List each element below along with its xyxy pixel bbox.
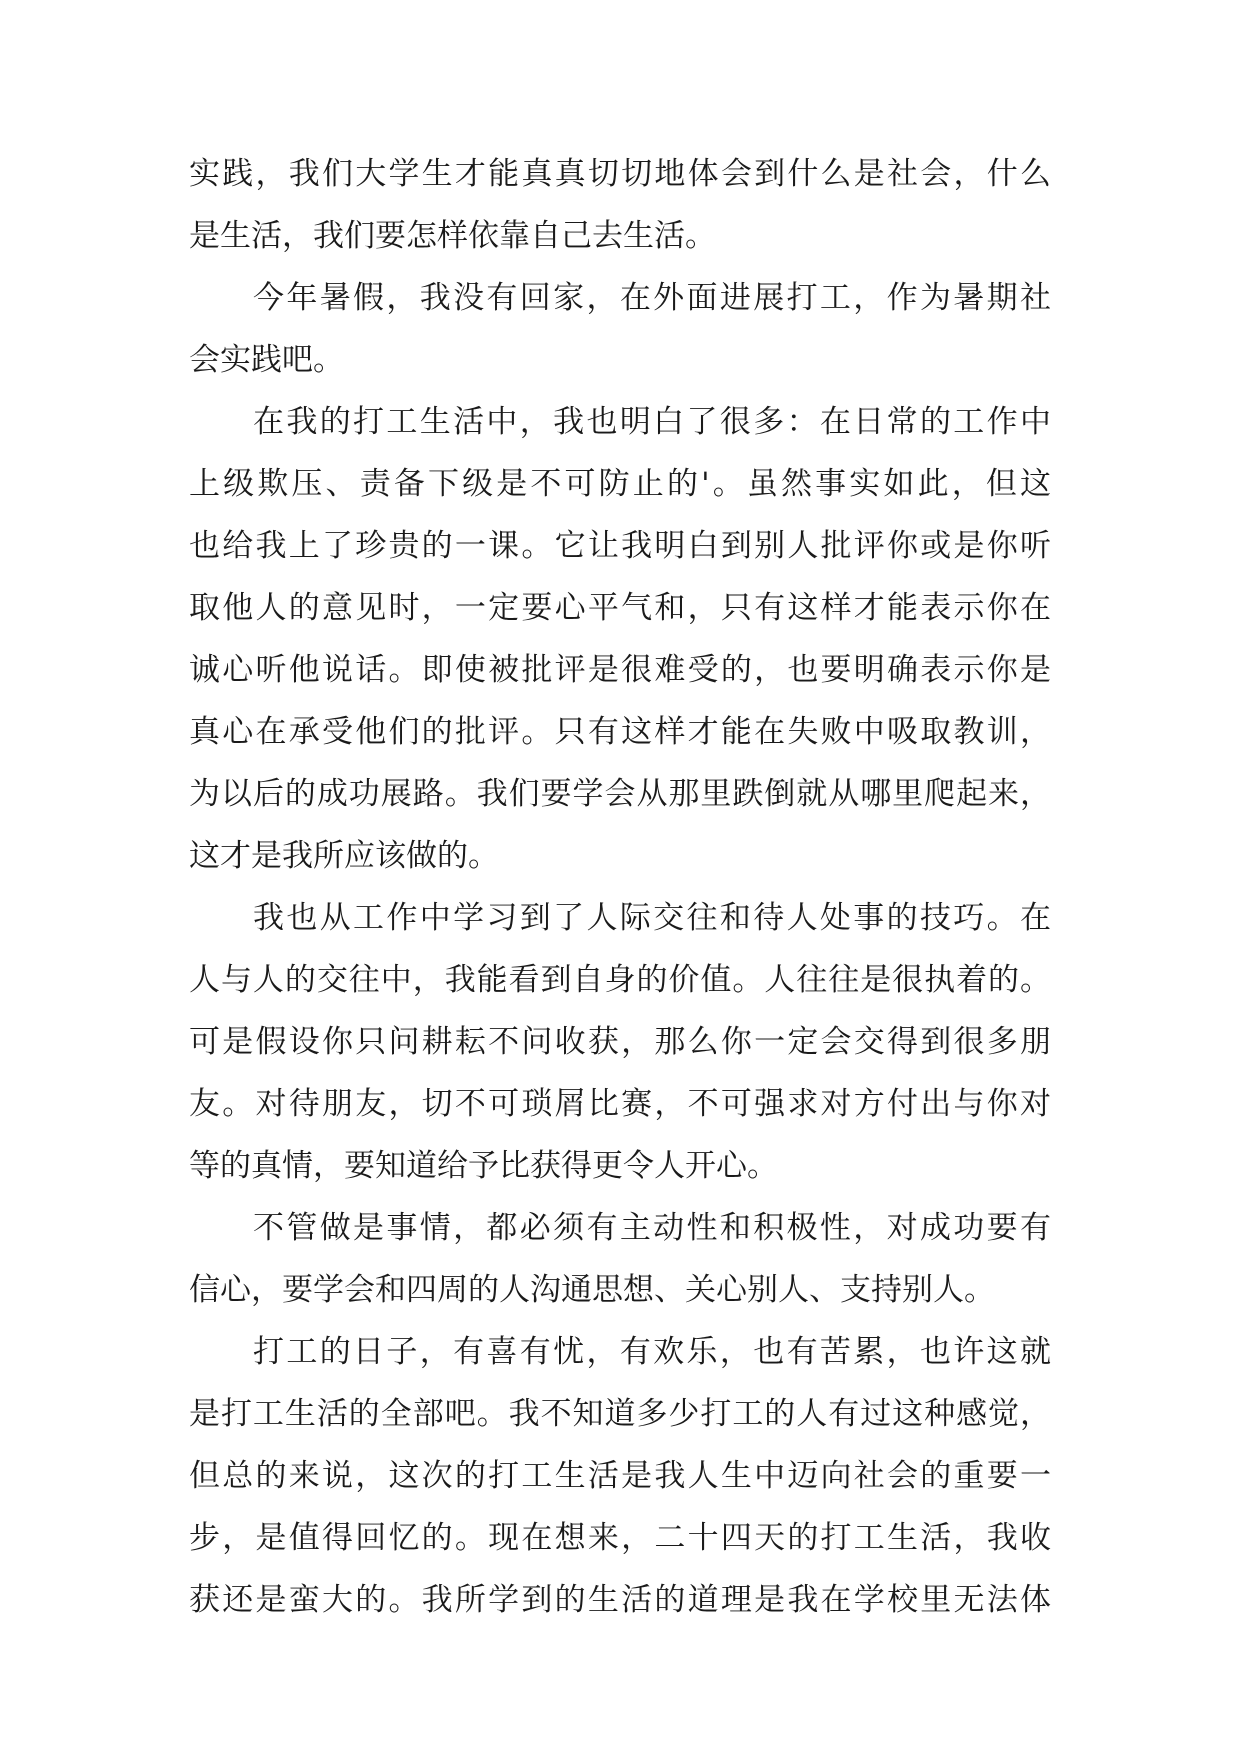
- text-line: 获还是蛮大的。我所学到的生活的道理是我在学校里无法体: [189, 1582, 1051, 1618]
- text-line: 取他人的意见时，一定要心平气和，只有这样才能表示你在: [189, 590, 1051, 626]
- body-text: [189, 143, 1051, 1631]
- paragraph-first-line: 打工的日子，有喜有忧，有欢乐，也有苦累，也许这就: [253, 1334, 1051, 1370]
- text-line: 友。对待朋友，切不可琐屑比赛，不可强求对方付出与你对: [189, 1086, 1051, 1122]
- text-line: 可是假设你只问耕耘不问收获，那么你一定会交得到很多朋: [189, 1024, 1051, 1060]
- text-line: 实践，我们大学生才能真真切切地体会到什么是社会，什么: [189, 156, 1051, 192]
- text-line: 为以后的成功展路。我们要学会从那里跌倒就从哪里爬起来，: [189, 776, 1051, 812]
- text-line: 上级欺压、责备下级是不可防止的'。虽然事实如此，但这: [189, 466, 1051, 502]
- text-line: 等的真情，要知道给予比获得更令人开心。: [189, 1148, 778, 1184]
- text-line: 诚心听他说话。即使被批评是很难受的，也要明确表示你是: [189, 652, 1051, 688]
- paragraph-first-line: 在我的打工生活中，我也明白了很多：在日常的工作中: [253, 404, 1051, 440]
- paragraph-first-line: 今年暑假，我没有回家，在外面进展打工，作为暑期社: [253, 280, 1051, 316]
- text-line: 会实践吧。: [189, 342, 344, 378]
- text-line: 人与人的交往中，我能看到自身的价值。人往往是很执着的。: [189, 962, 1051, 998]
- paragraph-first-line: 不管做是事情，都必须有主动性和积极性，对成功要有: [253, 1210, 1051, 1246]
- text-line: 步，是值得回忆的。现在想来，二十四天的打工生活，我收: [189, 1520, 1051, 1556]
- text-line: 是生活，我们要怎样依靠自己去生活。: [189, 218, 716, 254]
- text-line: 这才是我所应该做的。: [189, 838, 499, 874]
- text-line: 信心，要学会和四周的人沟通思想、关心别人、支持别人。: [189, 1272, 995, 1308]
- text-line: 但总的来说，这次的打工生活是我人生中迈向社会的重要一: [189, 1458, 1051, 1494]
- text-line: 真心在承受他们的批评。只有这样才能在失败中吸取教训，: [189, 714, 1051, 750]
- text-line: 是打工生活的全部吧。我不知道多少打工的人有过这种感觉，: [189, 1396, 1051, 1432]
- text-line: 也给我上了珍贵的一课。它让我明白到别人批评你或是你听: [189, 528, 1051, 564]
- paragraph-first-line: 我也从工作中学习到了人际交往和待人处事的技巧。在: [253, 900, 1051, 936]
